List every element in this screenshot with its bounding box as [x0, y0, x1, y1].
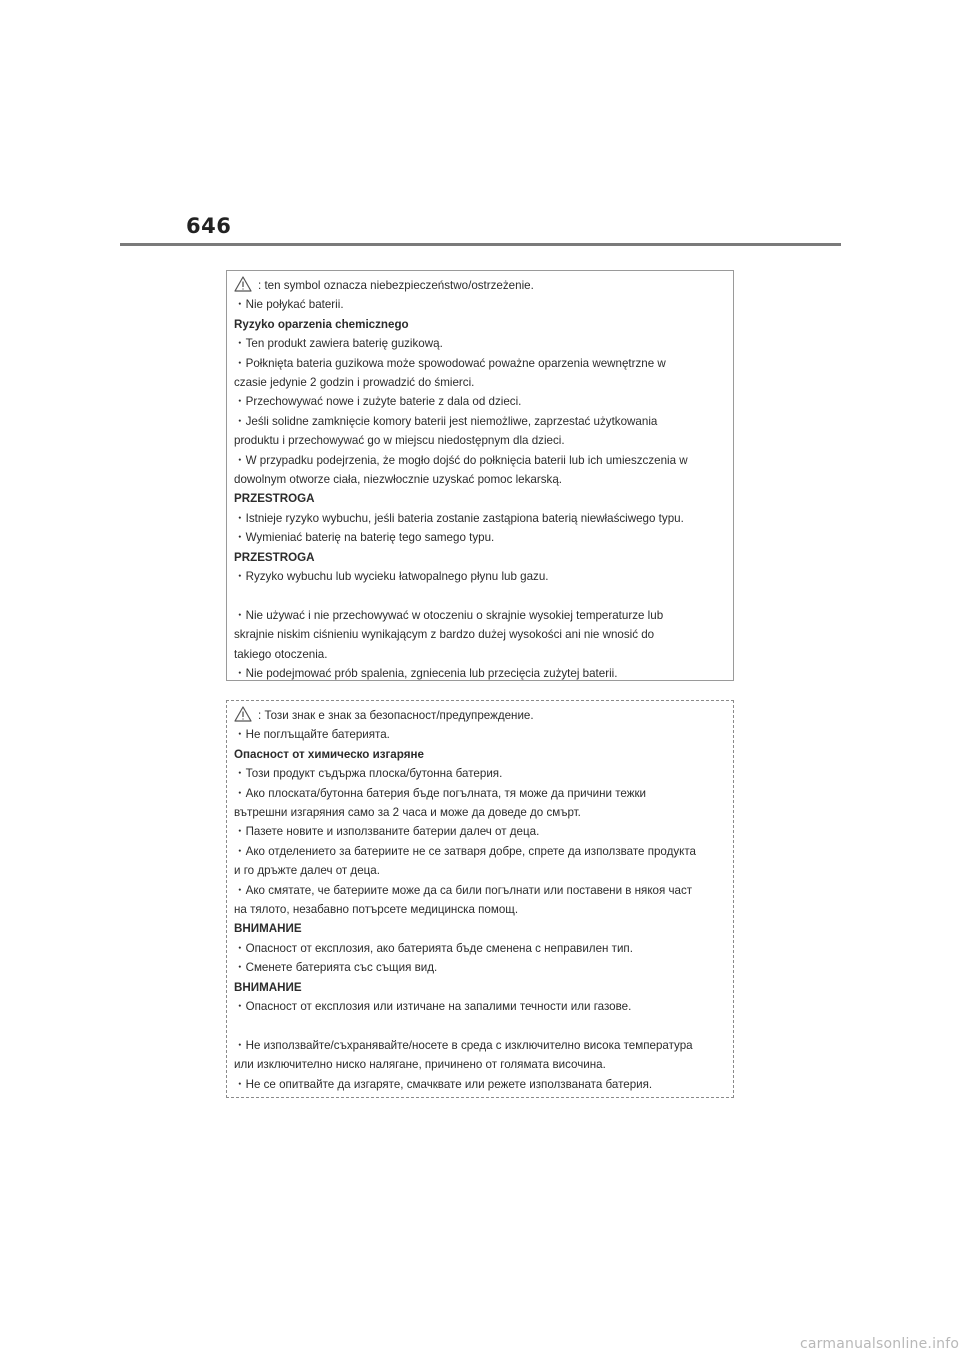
bulgarian-text-line	[234, 1075, 725, 1094]
bulgarian-spacer	[234, 1017, 725, 1036]
polish-line-text: ・Ten produkt zawiera baterię guzikową.	[234, 337, 443, 351]
polish-line-text: ・Ryzyko wybuchu lub wycieku łatwopalnego płynu lub gazu.	[234, 570, 549, 584]
polish-warning-box	[226, 270, 734, 681]
bulgarian-heading	[234, 919, 725, 938]
polish-line-text: PRZESTROGA	[234, 492, 315, 506]
polish-text-line	[234, 509, 725, 528]
polish-line-text: ・Wymieniać baterię na baterię tego samego typu.	[234, 531, 495, 545]
bulgarian-heading	[234, 745, 725, 764]
polish-text-line	[234, 431, 725, 450]
bulgarian-line-text: ・Не използвайте/съхранявайте/носете в среда с изключително висока температура	[234, 1038, 693, 1052]
bulgarian-line-text: ・Пазете новите и използваните батерии далеч от деца.	[234, 825, 540, 839]
polish-line-text: ・Nie połykać baterii.	[234, 298, 344, 312]
polish-line-text: ・Nie używać i nie przechowywać w otoczeniu o skrajnie wysokiej temperaturze lub	[234, 608, 664, 622]
polish-text-line	[234, 373, 725, 392]
polish-line-text: ・Połknięta bateria guzikowa może spowodować poważne oparzenia wewnętrzne w	[234, 356, 666, 370]
bulgarian-text-line	[234, 764, 725, 783]
bulgarian-text-line	[234, 939, 725, 958]
bulgarian-text-line	[234, 997, 725, 1016]
bulgarian-text-line	[234, 958, 725, 977]
bulgarian-text-line	[234, 900, 725, 919]
bulgarian-line-text: ВНИМАНИЕ	[234, 922, 302, 936]
bulgarian-line-text: ・Сменете батерията със същия вид.	[234, 961, 438, 975]
polish-text-line	[234, 470, 725, 489]
polish-text-line	[234, 567, 725, 586]
bulgarian-line-text: или изключително ниско налягане, причинено от голямата височина.	[234, 1058, 606, 1072]
polish-line-text: ・Nie podejmować prób spalenia, zgniecenia lub przecięcia zużytej baterii.	[234, 667, 618, 681]
bulgarian-line-text: ・Ако смятате, че батериите може да са били погълнати или поставени в някоя част	[234, 883, 693, 897]
polish-text-line	[234, 276, 725, 295]
bulgarian-line-text: и го дръжте далеч от деца.	[234, 864, 380, 878]
header-rule	[120, 243, 841, 246]
polish-line-text: : ten symbol oznacza niebezpieczeństwo/ostrzeżenie.	[258, 279, 534, 292]
polish-text-line	[234, 334, 725, 353]
polish-line-text: ・W przypadku podejrzenia, że mogło dojść do połknięcia baterii lub ich umieszczenia w	[234, 453, 688, 467]
bulgarian-line-text: : Този знак е знак за безопасност/предупреждение.	[258, 709, 534, 722]
bulgarian-text-line	[234, 881, 725, 900]
bulgarian-line-text: на тялото, незабавно потърсете медицинска помощ.	[234, 903, 519, 917]
bulgarian-text-line	[234, 1036, 725, 1055]
polish-text-line	[234, 451, 725, 470]
polish-text-line	[234, 664, 725, 683]
bulgarian-warning-box	[226, 700, 734, 1098]
footer-watermark: carmanualsonline.info	[800, 1336, 960, 1352]
bulgarian-line-text: ・Ако плоската/бутонна батерия бъде погълната, тя може да причини тежки	[234, 786, 647, 800]
bulgarian-line-text: ВНИМАНИЕ	[234, 980, 302, 994]
polish-heading	[234, 548, 725, 567]
bulgarian-text-line	[234, 706, 725, 725]
bulgarian-line-text: ・Не се опитвайте да изгаряте, смачквате или режете използваната батерия.	[234, 1077, 653, 1091]
polish-text-line	[234, 354, 725, 373]
polish-line-text: takiego otoczenia.	[234, 647, 328, 661]
bulgarian-line-text: ・Ако отделението за батериите не се затваря добре, спрете да използвате продукта	[234, 844, 697, 858]
bulgarian-line-text: ・Опасност от експлозия, ако батерията бъде сменена с неправилен тип.	[234, 941, 633, 955]
polish-text-line	[234, 645, 725, 664]
page-number: 646	[186, 214, 232, 238]
bulgarian-line-text: ・Този продукт съдържа плоска/бутонна батерия.	[234, 767, 503, 781]
polish-spacer	[234, 587, 725, 606]
polish-line-text: produktu i przechowywać go w miejscu niedostępnym dla dzieci.	[234, 434, 565, 448]
bulgarian-line-text: Опасност от химическо изгаряне	[234, 747, 424, 761]
bulgarian-text-line	[234, 822, 725, 841]
bulgarian-line-text: ・Опасност от експлозия или изтичане на запалими течности или газове.	[234, 1000, 632, 1014]
polish-text-line	[234, 392, 725, 411]
warning-triangle-icon	[234, 706, 252, 722]
bulgarian-text-line	[234, 842, 725, 861]
bulgarian-text-line	[234, 861, 725, 880]
polish-heading	[234, 489, 725, 508]
polish-line-text: Ryzyko oparzenia chemicznego	[234, 317, 409, 331]
polish-line-text: czasie jedynie 2 godzin i prowadzić do śmierci.	[234, 376, 475, 390]
polish-text-line	[234, 606, 725, 625]
polish-line-text: skrajnie niskim ciśnieniu wynikającym z bardzo dużej wysokości ani nie wnosić do	[234, 628, 655, 642]
polish-text-line	[234, 295, 725, 314]
bulgarian-text-line	[234, 803, 725, 822]
bulgarian-line-text: вътрешни изгаряния само за 2 часа и може да доведе до смърт.	[234, 806, 581, 820]
bulgarian-text-line	[234, 1055, 725, 1074]
polish-heading	[234, 315, 725, 334]
polish-text-line	[234, 412, 725, 431]
polish-line-text: ・Przechowywać nowe i zużyte baterie z dala od dzieci.	[234, 395, 522, 409]
bulgarian-heading	[234, 978, 725, 997]
polish-line-text: dowolnym otworze ciała, niezwłocznie uzyskać pomoc lekarską.	[234, 473, 562, 487]
polish-line-text: ・Istnieje ryzyko wybuchu, jeśli bateria zostanie zastąpiona baterią niewłaściwego typu.	[234, 511, 684, 525]
polish-line-text: PRZESTROGA	[234, 550, 315, 564]
bulgarian-text-line	[234, 725, 725, 744]
polish-text-line	[234, 528, 725, 547]
polish-line-text: ・Jeśli solidne zamknięcie komory baterii jest niemożliwe, zaprzestać użytkowania	[234, 414, 658, 428]
warning-triangle-icon	[234, 276, 252, 292]
bulgarian-line-text: ・Не поглъщайте батерията.	[234, 728, 390, 742]
polish-text-line	[234, 625, 725, 644]
bulgarian-text-line	[234, 784, 725, 803]
